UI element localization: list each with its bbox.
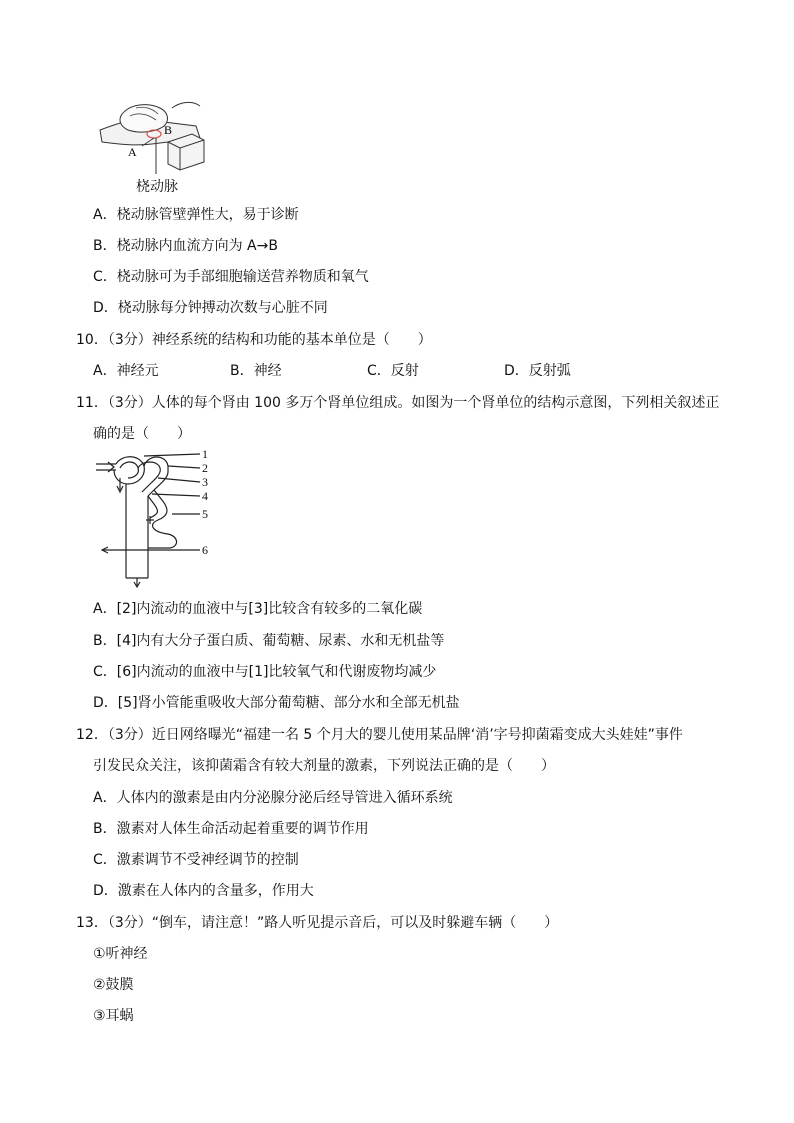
q13-item-1: ①听神经 — [93, 946, 148, 962]
nephron-label-6: 6 — [202, 543, 208, 557]
q10-options — [93, 362, 641, 380]
q9-option-c: C．桡动脉可为手部细胞输送营养物质和氧气 — [93, 269, 369, 285]
nephron-diagram — [92, 450, 222, 590]
q10-option-c: C．反射 — [367, 363, 419, 379]
q12-option-b: B．激素对人体生命活动起着重要的调节作用 — [93, 821, 369, 837]
q13-stem: 13．（3分）“倒车，请注意！”路人听见提示音后，可以及时躲避车辆（ ） — [76, 915, 559, 931]
q11-option-a: A．[2]内流动的血液中与[3]比较含有较多的二氧化碳 — [93, 601, 423, 617]
nephron-label-5: 5 — [202, 507, 208, 521]
q9-option-a: A．桡动脉管壁弹性大，易于诊断 — [93, 207, 299, 223]
q12-option-d: D．激素在人体内的含量多，作用大 — [93, 883, 314, 899]
q13-item-2: ②鼓膜 — [93, 977, 134, 993]
q11-stem-line1: 11．（3分）人体的每个肾由 100 多万个肾单位组成。如图为一个肾单位的结构示意图，下列相关叙述正 — [76, 395, 720, 411]
q10-option-a: A．神经元 — [93, 363, 159, 379]
q12-option-c: C．激素调节不受神经调节的控制 — [93, 852, 299, 868]
q10-stem: 10．（3分）神经系统的结构和功能的基本单位是（ ） — [76, 332, 432, 348]
q9-option-d: D．桡动脉每分钟搏动次数与心脏不同 — [93, 300, 328, 316]
nephron-figure — [92, 450, 222, 590]
q12-option-a: A．人体内的激素是由内分泌腺分泌后经导管进入循环系统 — [93, 790, 453, 806]
nephron-label-4: 4 — [202, 489, 208, 503]
q13-item-3: ③耳蜗 — [93, 1008, 134, 1024]
pulse-figure — [96, 98, 216, 198]
q11-option-c: C．[6]内流动的血液中与[1]比较氧气和代谢废物均减少 — [93, 664, 437, 680]
pulse-caption: 桡动脉 — [136, 179, 178, 195]
q10-option-b: B．神经 — [230, 363, 282, 379]
q10-option-d: D．反射弧 — [504, 363, 571, 379]
label-b: B — [164, 123, 173, 137]
hand-pulse-illustration — [96, 98, 216, 178]
q11-stem-line2: 确的是（ ） — [93, 426, 191, 442]
label-a: A — [128, 145, 137, 159]
q11-option-b: B．[4]内有大分子蛋白质、葡萄糖、尿素、水和无机盐等 — [93, 633, 445, 649]
q9-option-b: B．桡动脉内血流方向为 A→B — [93, 238, 278, 254]
nephron-label-3: 3 — [202, 475, 208, 489]
q12-stem-line1: 12．（3分）近日网络曝光“福建一名 5 个月大的婴儿使用某品牌‘消’字号抑菌霜变成大头娃娃”事件 — [76, 727, 683, 743]
nephron-label-2: 2 — [202, 461, 208, 475]
nephron-label-1: 1 — [202, 450, 208, 461]
q11-option-d: D．[5]肾小管能重吸收大部分葡萄糖、部分水和全部无机盐 — [93, 695, 460, 711]
q12-stem-line2: 引发民众关注，该抑菌霜含有较大剂量的激素，下列说法正确的是（ ） — [93, 758, 555, 774]
